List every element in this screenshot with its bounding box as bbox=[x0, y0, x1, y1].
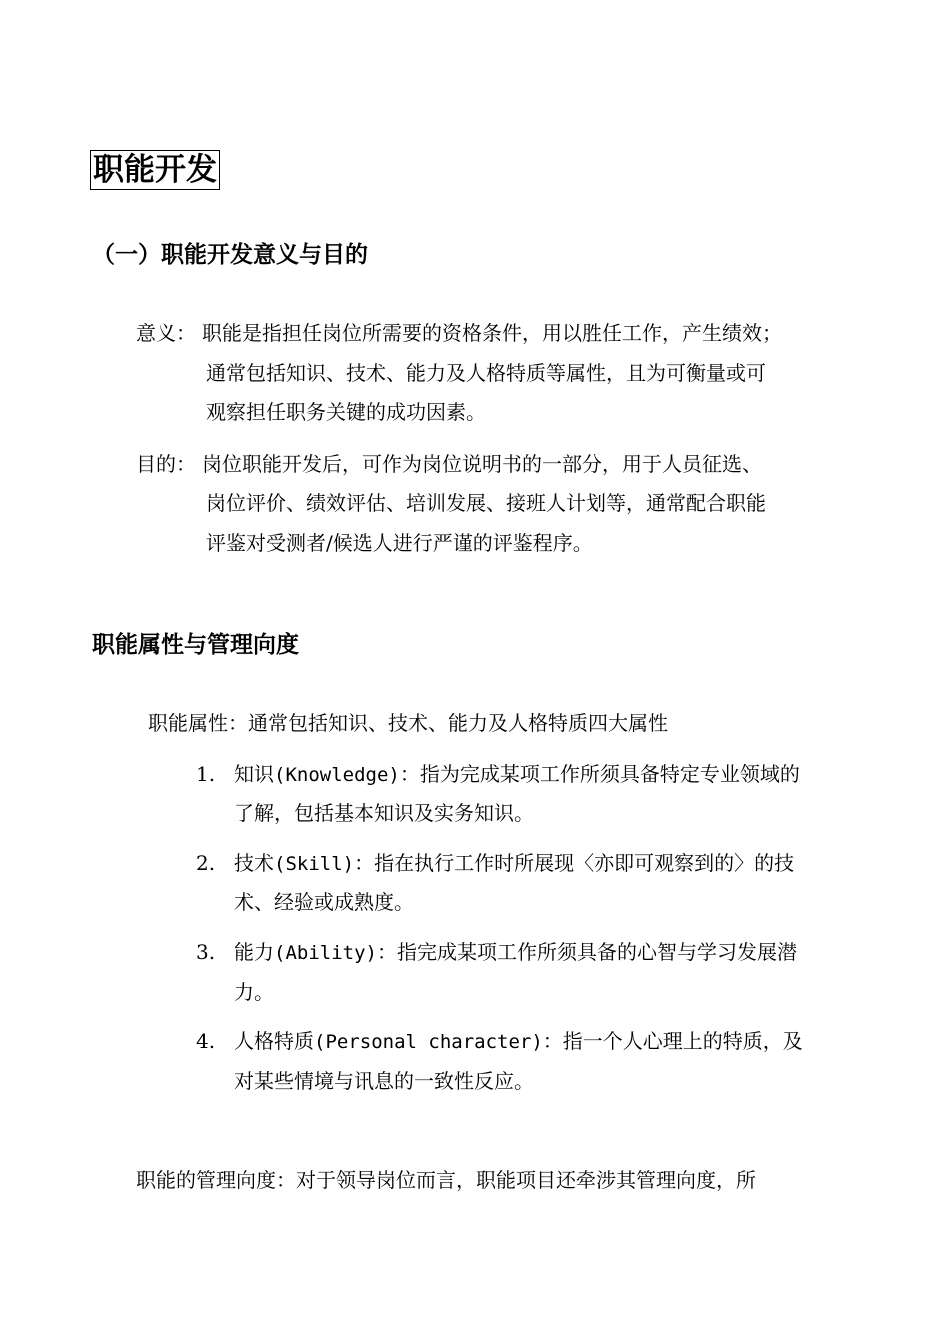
meaning-line-3: 观察担任职务关键的成功因素。 bbox=[206, 400, 486, 424]
list-item-line-1: 技术(Skill)：指在执行工作时所展现〈亦即可观察到的〉的技 bbox=[234, 851, 795, 875]
section-heading-attributes: 职能属性与管理向度 bbox=[92, 632, 299, 658]
list-item-number: 2. bbox=[196, 851, 216, 875]
list-item-line-2: 了解，包括基本知识及实务知识。 bbox=[234, 801, 534, 825]
meaning-line-2: 通常包括知识、技术、能力及人格特质等属性，且为可衡量或可 bbox=[206, 361, 766, 385]
list-item-number: 3. bbox=[196, 940, 216, 964]
list-item-number: 1. bbox=[196, 762, 216, 786]
meaning-label: 意义： bbox=[136, 321, 196, 345]
purpose-line-3: 评鉴对受测者/候选人进行严谨的评鉴程序。 bbox=[206, 531, 593, 555]
list-item-number: 4. bbox=[196, 1029, 216, 1053]
page-title: 职能开发 bbox=[90, 150, 220, 190]
list-item-line-2: 对某些情境与讯息的一致性反应。 bbox=[234, 1069, 534, 1093]
list-item-line-2: 力。 bbox=[234, 980, 274, 1004]
list-item-line-2: 术、经验或成熟度。 bbox=[234, 890, 414, 914]
list-item-line-1: 人格特质(Personal character)：指一个人心理上的特质，及 bbox=[234, 1029, 803, 1053]
purpose-line-2: 岗位评价、绩效评估、培训发展、接班人计划等，通常配合职能 bbox=[206, 491, 766, 515]
attributes-intro: 职能属性：通常包括知识、技术、能力及人格特质四大属性 bbox=[148, 711, 668, 735]
list-item-line-1: 能力(Ability)：指完成某项工作所须具备的心智与学习发展潜 bbox=[234, 940, 797, 964]
purpose-label: 目的： bbox=[136, 452, 196, 476]
purpose-line-1: 岗位职能开发后，可作为岗位说明书的一部分，用于人员征选、 bbox=[202, 452, 762, 476]
meaning-line-1: 职能是指担任岗位所需要的资格条件，用以胜任工作，产生绩效； bbox=[202, 321, 782, 345]
list-item-line-1: 知识(Knowledge)：指为完成某项工作所须具备特定专业领域的 bbox=[234, 762, 800, 786]
management-dimension-text: 职能的管理向度：对于领导岗位而言，职能项目还牵涉其管理向度，所 bbox=[136, 1168, 756, 1192]
section-heading-purpose: （一）职能开发意义与目的 bbox=[92, 242, 368, 268]
